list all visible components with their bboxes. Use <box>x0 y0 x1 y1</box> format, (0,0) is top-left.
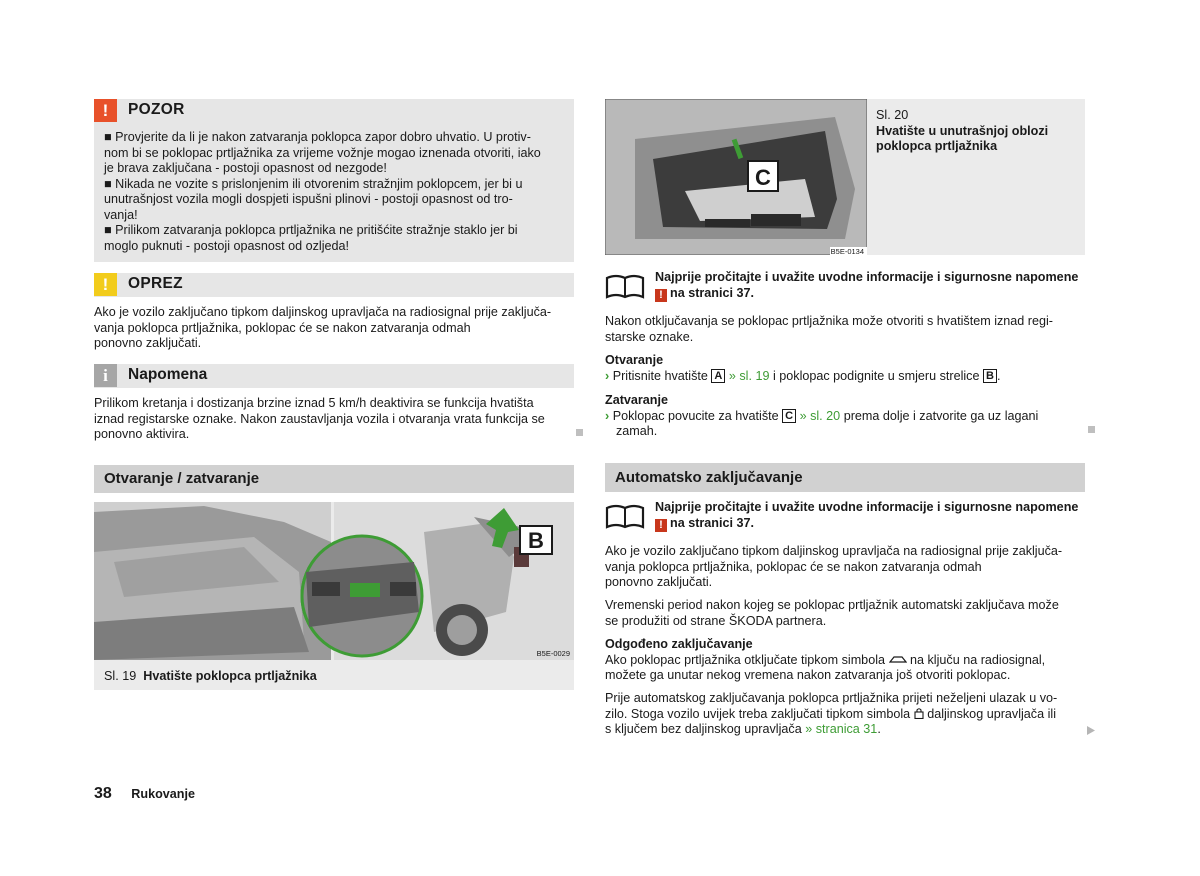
figure-code: B5E-0134 <box>830 247 864 255</box>
text-line: Ako poklopac prtljažnika otključate tipkom simbola <box>605 652 885 667</box>
text-line: moglo puknuti - postoji opasnost od ozljeda! <box>104 238 350 253</box>
page-reference: na stranici 37. <box>670 515 754 530</box>
closing-steps <box>605 393 1085 440</box>
page-link[interactable]: » stranica 31 <box>805 722 878 736</box>
figure-20-caption <box>876 108 1081 155</box>
info-icon: i <box>94 364 117 387</box>
text-line: vanja poklopca prtljažnika, poklopac će se nakon zatvaranja odmah <box>94 320 471 335</box>
text-line: vanja poklopca prtljažnika, poklopac će se nakon zatvaranja odmah <box>605 559 982 574</box>
figure-19-image <box>94 502 574 662</box>
text-line: starske oznake. <box>605 329 694 344</box>
step-arrow-icon: › <box>605 408 610 423</box>
figure-20 <box>605 99 1085 255</box>
caption-text: Hvatište u unutrašnjoj oblozi <box>876 123 1049 138</box>
note-text: Najprije pročitajte i uvažite uvodne informacije i sigurnosne napomene <box>655 270 1079 284</box>
section-heading: Otvaranje / zatvaranje <box>94 465 574 493</box>
figure-20-image <box>605 99 867 255</box>
note-block <box>94 364 574 443</box>
end-marker <box>576 429 583 436</box>
warning-box-pozor <box>94 99 574 262</box>
step-text: i poklopac podignite u smjeru strelice <box>772 368 980 383</box>
text-line: unutrašnjost vozila mogli dospjeti ispušni plinovi - postoji opasnost od tro- <box>104 192 513 206</box>
label-a-box: A <box>711 369 725 383</box>
paragraph <box>605 691 1085 738</box>
warning-icon: ! <box>94 99 117 122</box>
text-line: ■ Nikada ne vozite s prislonjenim ili otvorenim stražnjim poklopcem, jer bi u <box>104 176 523 191</box>
text-line: ■ Prilikom zatvaranja poklopca prtljažnika ne pritišćite stražnje staklo jer bi <box>104 223 518 237</box>
caption-number: Sl. 19 <box>104 669 137 683</box>
book-icon <box>605 502 645 530</box>
figure-label-b: B <box>528 528 544 553</box>
note-text <box>94 388 574 443</box>
text-line: Prilikom kretanja i dostizanja brzine iznad 5 km/h deaktivira se funkcija hvatišta <box>94 396 534 410</box>
note-title: Napomena <box>128 366 208 383</box>
end-marker <box>1088 426 1095 433</box>
step-text: prema dolje i zatvorite ga uz lagani <box>843 408 1039 423</box>
text-line: ■ Provjerite da li je nakon zatvaranja poklopca zapor dobro uhvatio. U protiv- <box>104 130 531 144</box>
caption-text: poklopca prtljažnika <box>876 139 998 153</box>
caption-text: Hvatište poklopca prtljažnika <box>143 669 317 683</box>
caution-block <box>94 273 574 352</box>
caution-icon: ! <box>94 273 117 296</box>
page-footer <box>94 786 195 803</box>
text-line: Prije automatskog zaključavanja poklopca prtljažnika prijeti neželjeni ulazak u vo- <box>605 691 1058 705</box>
figure-link[interactable]: » sl. 19 <box>728 368 770 383</box>
figure-19 <box>94 502 574 690</box>
footer-section: Rukovanje <box>131 787 195 801</box>
read-first-note <box>605 500 1085 532</box>
text-line: iznad registarske oznake. Nakon zaustavljanja vozila i otvaranja vrata funkcija se <box>94 411 545 426</box>
paragraph <box>605 598 1085 629</box>
text-line: s ključem bez daljinskog upravljača <box>605 722 802 736</box>
text-line: daljinskog upravljača ili <box>927 706 1056 721</box>
paragraph <box>605 544 1085 591</box>
text-line: vanja! <box>104 207 138 222</box>
delayed-lock-section <box>605 637 1085 684</box>
text-line: Vremenski period nakon kojeg se poklopac prtljažnik automatski zaključava može <box>605 598 1059 612</box>
text-line: je brava zaključana - postoji opasnost od nezgode! <box>104 161 387 175</box>
label-b-box: B <box>983 369 997 383</box>
step-text: Pritisnite hvatište <box>612 368 708 383</box>
label-c-box: C <box>782 409 796 423</box>
book-icon <box>605 272 645 300</box>
caution-text <box>94 297 574 352</box>
trunk-key-icon <box>889 654 907 664</box>
opening-steps <box>605 353 1085 384</box>
note-text: Najprije pročitajte i uvažite uvodne informacije i sigurnosne napomene <box>655 500 1079 514</box>
step-text: zamah. <box>616 424 658 438</box>
text-line: ponovno aktivira. <box>94 427 190 441</box>
text-line: ponovno zaključati. <box>94 336 202 350</box>
text-line: nom bi se poklopac prtljažnika za vrijeme vožnje mogao iznenada otvoriti, iako <box>104 145 541 160</box>
caption-number: Sl. 20 <box>876 108 909 122</box>
text-line: na ključu na radiosignal, <box>910 652 1046 667</box>
figure-label-c: C <box>755 165 771 190</box>
lock-icon <box>914 707 924 719</box>
subheading: Otvaranje <box>605 353 664 367</box>
subheading: Odgođeno zaključavanje <box>605 637 753 651</box>
figure-code: B5E-0029 <box>536 649 570 658</box>
text-line: zilo. Stoga vozilo uvijek treba zaključati tipkom simbola <box>605 706 911 721</box>
warning-title: POZOR <box>128 101 185 118</box>
intro-paragraph <box>605 314 1085 345</box>
punctuation: . <box>996 368 1001 383</box>
text-line: Ako je vozilo zaključano tipkom daljinskog upravljača na radiosignal prije zaključa- <box>605 544 1063 558</box>
text-line: se produžiti od strane ŠKODA partnera. <box>605 613 827 628</box>
page-reference: na stranici 37. <box>670 285 754 300</box>
subheading: Zatvaranje <box>605 393 668 407</box>
continue-arrow-icon <box>1087 726 1095 735</box>
read-first-note <box>605 270 1085 302</box>
step-arrow-icon: › <box>605 368 610 383</box>
warning-text <box>94 123 574 254</box>
text-line: ponovno zaključati. <box>605 575 713 589</box>
warning-icon: ! <box>655 519 667 532</box>
punctuation: . <box>877 722 881 736</box>
caution-title: OPREZ <box>128 275 183 292</box>
step-text: Poklopac povucite za hvatište <box>612 408 779 423</box>
text-line: Ako je vozilo zaključano tipkom daljinskog upravljača na radiosignal prije zaključa- <box>94 305 552 319</box>
warning-icon: ! <box>655 289 667 302</box>
page-number: 38 <box>94 785 112 802</box>
figure-link[interactable]: » sl. 20 <box>799 408 841 423</box>
text-line: možete ga unutar nekog vremena nakon zatvaranja još otvoriti poklopac. <box>605 668 1011 682</box>
figure-19-caption <box>104 669 317 685</box>
section-heading: Automatsko zaključavanje <box>605 463 1085 492</box>
text-line: Nakon otključavanja se poklopac prtljažnika može otvoriti s hvatištem iznad regi- <box>605 314 1053 328</box>
